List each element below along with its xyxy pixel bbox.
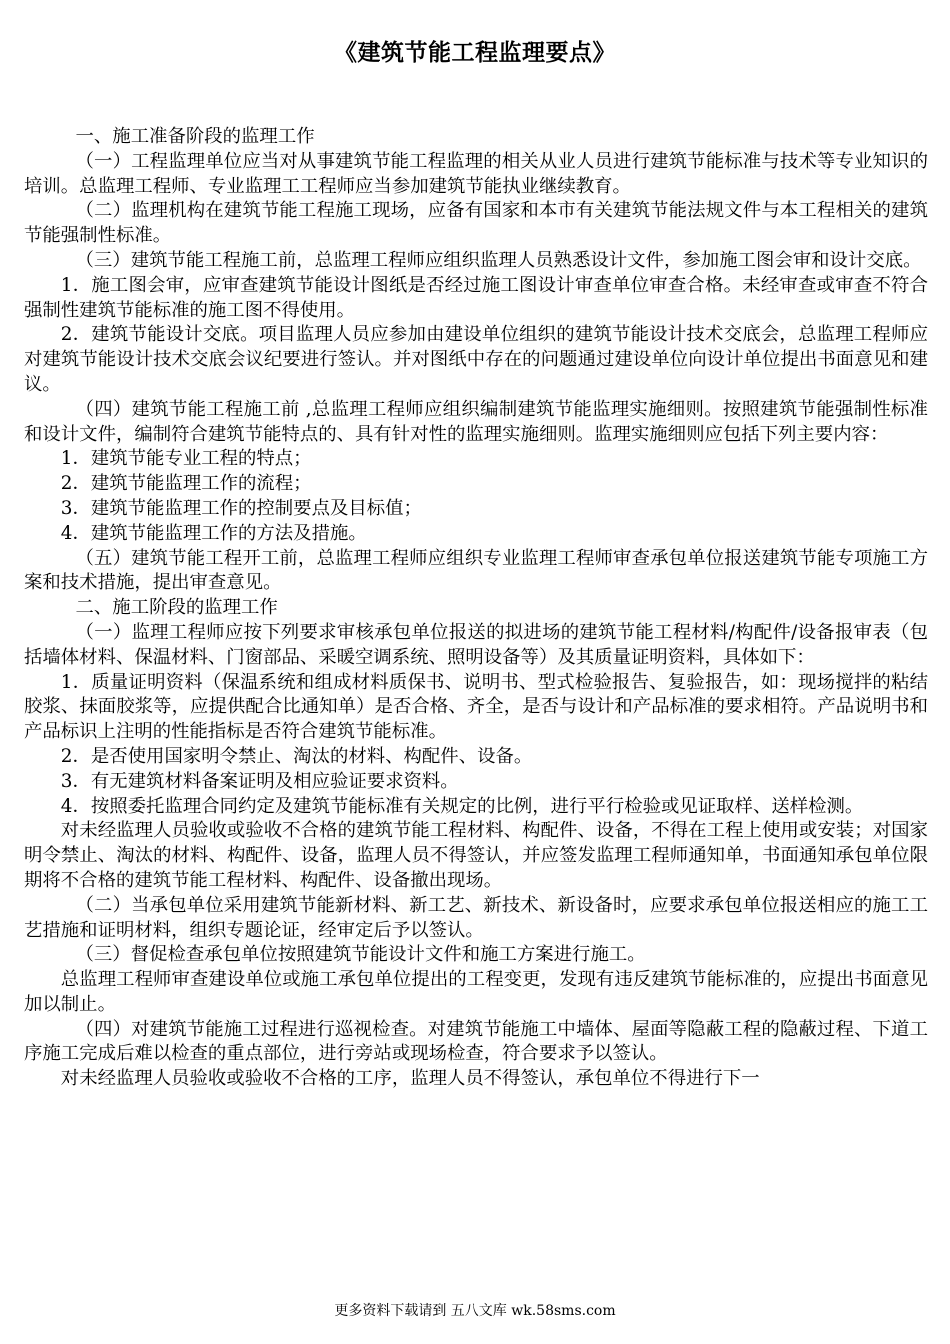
paragraph: 4．按照委托监理合同约定及建筑节能标准有关规定的比例，进行平行检验或见证取样、送样检测。 xyxy=(60,795,864,817)
paragraph: （四）建筑节能工程施工前 ,总监理工程师应组织编制建筑节能监理实施细则。按照建筑节能强制性标准和设计文件，编制符合建筑节能特点的、具有针对性的监理实施细则。监理实施细则应包括下列主要内容： xyxy=(24,398,928,445)
paragraph: 二、施工阶段的监理工作 xyxy=(75,597,278,619)
paragraph: 1．建筑节能专业工程的特点； xyxy=(60,448,312,470)
paragraph: 对未经监理人员验收或验收不合格的工序，监理人员不得签认，承包单位不得进行下一 xyxy=(60,1068,760,1090)
paragraph: （一）监理工程师应按下列要求审核承包单位报送的拟进场的建筑节能工程材料/构配件/设备报审表（包括墙体材料、保温材料、门窗部品、采暖空调系统、照明设备等）及其质量证明资料，具体如下： xyxy=(24,621,928,668)
paragraph: 2．建筑节能设计交底。项目监理人员应参加由建设单位组织的建筑节能设计技术交底会，总监理工程师应对建筑节能设计技术交底会议纪要进行签认。并对图纸中存在的问题通过建设单位向设计单位提出书面意见和建议。 xyxy=(24,324,928,395)
paragraph: （四）对建筑节能施工过程进行巡视检查。对建筑节能施工中墙体、屋面等隐蔽工程的隐蔽过程、下道工序施工完成后难以检查的重点部位，进行旁站或现场检查，符合要求予以签认。 xyxy=(24,1018,928,1065)
document-body xyxy=(24,125,928,1092)
page-footer: 更多资料下载请到 五八文库 wk.58sms.com xyxy=(334,1303,616,1319)
paragraph: （二）监理机构在建筑节能工程施工现场，应备有国家和本市有关建筑节能法规文件与本工程相关的建筑节能强制性标准。 xyxy=(24,200,928,247)
paragraph: （一）工程监理单位应当对从事建筑节能工程监理的相关从业人员进行建筑节能标准与技术等专业知识的培训。总监理工程师、专业监理工工程师应当参加建筑节能执业继续教育。 xyxy=(24,150,928,197)
document-title: 《建筑节能工程监理要点》 xyxy=(334,39,616,66)
paragraph: （五）建筑节能工程开工前，总监理工程师应组织专业监理工程师审查承包单位报送建筑节能专项施工方案和技术措施，提出审查意见。 xyxy=(24,547,928,594)
paragraph: 1．施工图会审，应审查建筑节能设计图纸是否经过施工图设计审查单位审查合格。未经审查或审查不符合强制性建筑节能标准的施工图不得使用。 xyxy=(24,274,928,321)
paragraph: 对未经监理人员验收或验收不合格的建筑节能工程材料、构配件、设备，不得在工程上使用或安装；对国家明令禁止、淘汰的材料、构配件、设备，监理人员不得签认，并应签发监理工程师通知单，书面通知承包单位限期将不合格的建筑节能工程材料、构配件、设备撤出现场。 xyxy=(24,820,928,891)
paragraph: 总监理工程师审查建设单位或施工承包单位提出的工程变更，发现有违反建筑节能标准的，应提出书面意见加以制止。 xyxy=(24,969,928,1015)
paragraph: 1．质量证明资料（保温系统和组成材料质保书、说明书、型式检验报告、复验报告，如：现场搅拌的粘结胶浆、抹面胶浆等，应提供配合比通知单）是否合格、齐全，是否与设计和产品标准的要求相符。产品说明书和产品标识上注明的性能指标是否符合建筑节能标准。 xyxy=(24,671,928,743)
paragraph: 2．是否使用国家明令禁止、淘汰的材料、构配件、设备。 xyxy=(60,745,533,767)
paragraph: 3．建筑节能监理工作的控制要点及目标值； xyxy=(60,497,422,519)
paragraph: 4．建筑节能监理工作的方法及措施。 xyxy=(60,522,367,544)
paragraph: 一、施工准备阶段的监理工作 xyxy=(75,126,315,147)
paragraph: （二）当承包单位采用建筑节能新材料、新工艺、新技术、新设备时，应要求承包单位报送相应的施工工艺措施和证明材料，组织专题论证，经审定后予以签认。 xyxy=(24,894,928,941)
paragraph: （三）建筑节能工程施工前，总监理工程师应组织监理人员熟悉设计文件，参加施工图会审和设计交底。 xyxy=(75,249,922,271)
paragraph: 2．建筑节能监理工作的流程； xyxy=(60,473,312,495)
paragraph: （三）督促检查承包单位按照建筑节能设计文件和施工方案进行施工。 xyxy=(75,944,646,966)
paragraph: 3．有无建筑材料备案证明及相应验证要求资料。 xyxy=(60,770,459,792)
